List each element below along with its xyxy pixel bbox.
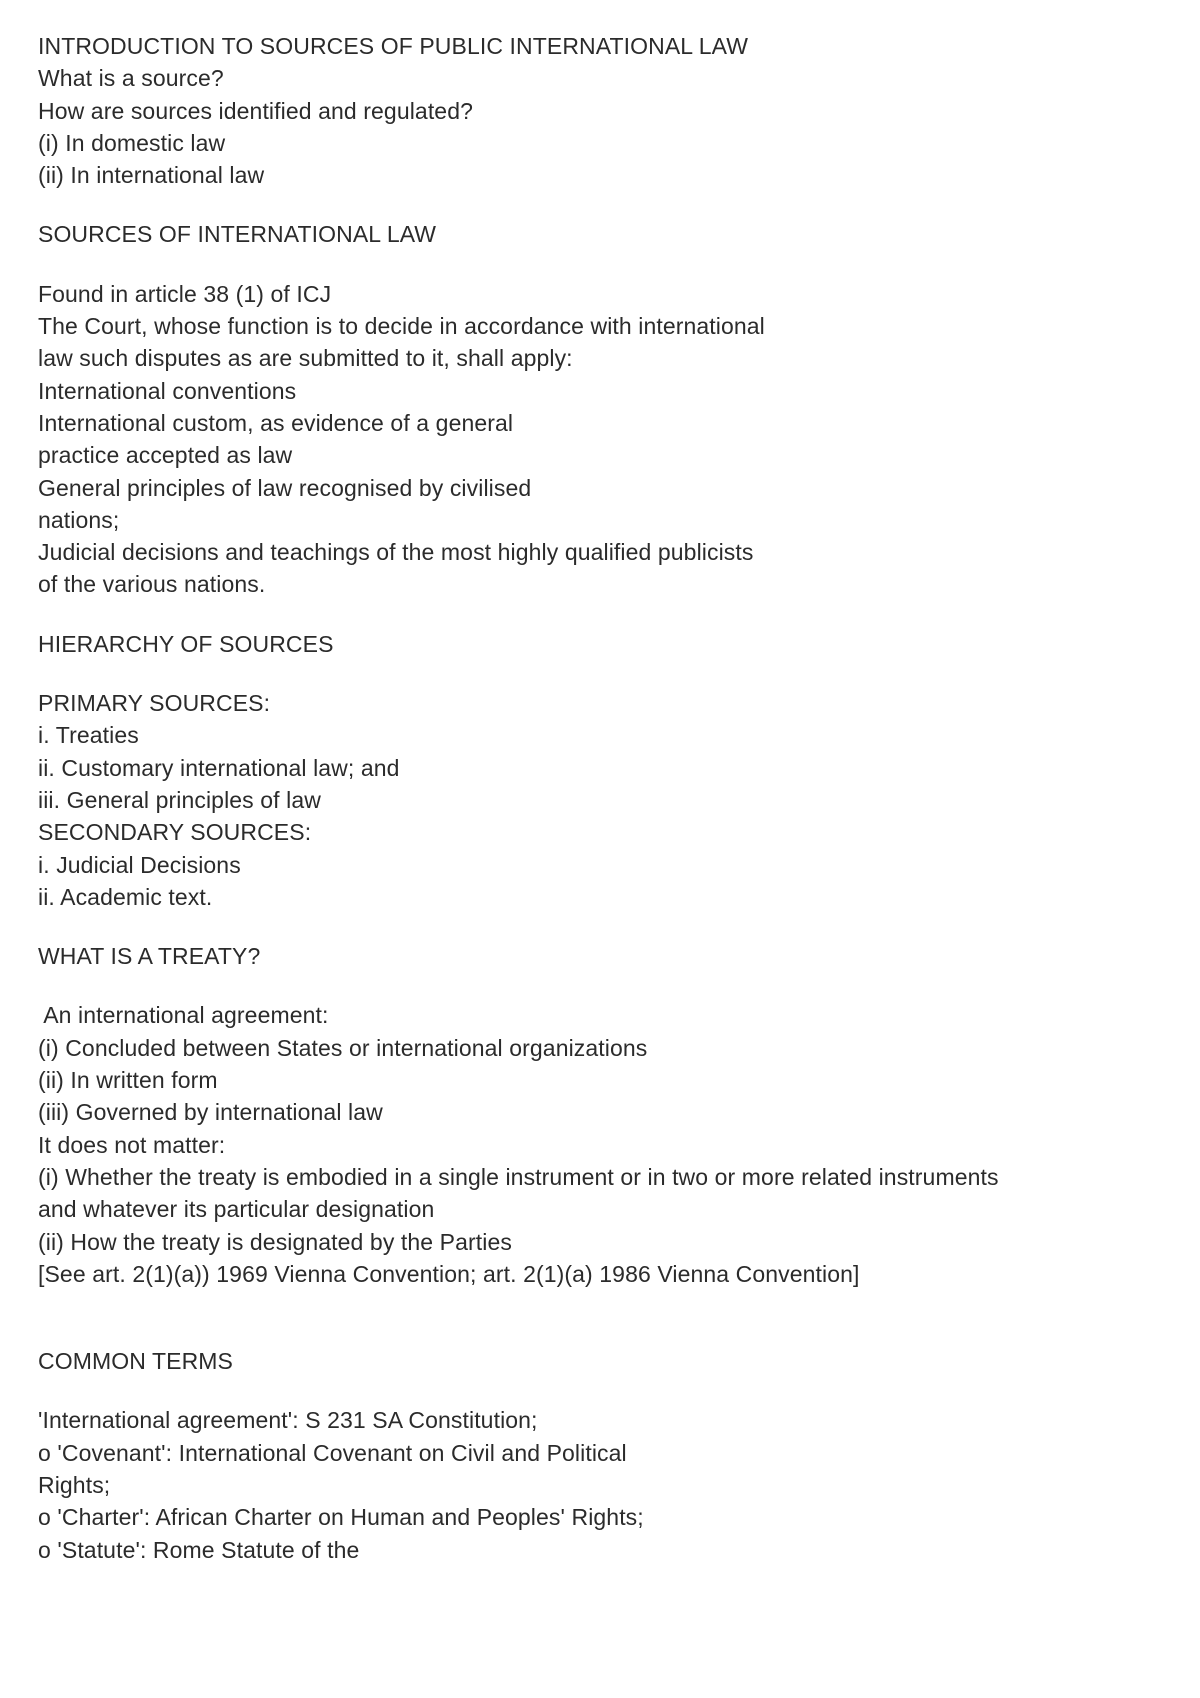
sources-line: International conventions: [38, 377, 297, 404]
terms-line: o 'Statute': Rome Statute of the: [38, 1536, 360, 1563]
treaty-line: It does not matter:: [38, 1131, 226, 1158]
treaty-line: (ii) In written form: [38, 1067, 218, 1094]
treaty-line: (i) Concluded between States or international organizations: [38, 1034, 648, 1061]
treaty-line: (i) Whether the treaty is embodied in a single instrument or in two or more related instruments: [38, 1163, 999, 1190]
hierarchy-line: SECONDARY SOURCES:: [38, 819, 312, 846]
sources-line: General principles of law recognised by civilised: [38, 474, 532, 501]
treaty-line: (ii) How the treaty is designated by the Parties: [38, 1228, 512, 1255]
section-heading-hierarchy: HIERARCHY OF SOURCES: [38, 630, 334, 657]
intro-line: What is a source?: [38, 65, 224, 92]
treaty-citation: [See art. 2(1)(a)) 1969 Vienna Convention; art. 2(1)(a) 1986 Vienna Convention]: [38, 1260, 860, 1287]
intro-line: (i) In domestic law: [38, 129, 226, 156]
terms-line: Rights;: [38, 1471, 111, 1498]
sources-line: practice accepted as law: [38, 442, 293, 469]
document-title: INTRODUCTION TO SOURCES OF PUBLIC INTERNATIONAL LAW: [38, 33, 749, 59]
hierarchy-line: ii. Academic text.: [38, 883, 213, 910]
treaty-line: and whatever its particular designation: [38, 1196, 435, 1223]
treaty-line: (iii) Governed by international law: [38, 1099, 383, 1126]
terms-line: 'International agreement': S 231 SA Constitution;: [38, 1407, 538, 1434]
terms-line: o 'Covenant': International Covenant on Civil and Political: [38, 1439, 627, 1466]
sources-line: International custom, as evidence of a general: [38, 409, 514, 436]
intro-line: How are sources identified and regulated?: [38, 97, 473, 124]
section-heading-treaty: WHAT IS A TREATY?: [38, 943, 261, 970]
intro-line: (ii) In international law: [38, 162, 265, 189]
sources-line: Judicial decisions and teachings of the most highly qualified publicists: [38, 539, 754, 566]
sources-line: Found in article 38 (1) of ICJ: [38, 280, 332, 307]
terms-section: [38, 1345, 1158, 1566]
sources-line: nations;: [38, 506, 120, 533]
intro-section: [38, 30, 1158, 191]
section-heading-terms: COMMON TERMS: [38, 1348, 233, 1375]
hierarchy-line: iii. General principles of law: [38, 786, 321, 813]
hierarchy-section: [38, 628, 1158, 913]
sources-section: [38, 218, 1158, 600]
hierarchy-line: i. Judicial Decisions: [38, 851, 241, 878]
hierarchy-line: ii. Customary international law; and: [38, 754, 400, 781]
section-heading-sources: SOURCES OF INTERNATIONAL LAW: [38, 221, 437, 248]
sources-line: The Court, whose function is to decide in accordance with international: [38, 313, 765, 340]
sources-line: law such disputes as are submitted to it, shall apply:: [38, 345, 573, 372]
treaty-section: [38, 940, 1158, 1290]
treaty-line: An international agreement:: [38, 1002, 329, 1029]
sources-line: of the various nations.: [38, 571, 266, 598]
hierarchy-line: PRIMARY SOURCES:: [38, 690, 271, 717]
terms-line: o 'Charter': African Charter on Human and Peoples' Rights;: [38, 1504, 644, 1531]
hierarchy-line: i. Treaties: [38, 722, 139, 749]
document-page: [38, 30, 1158, 1566]
